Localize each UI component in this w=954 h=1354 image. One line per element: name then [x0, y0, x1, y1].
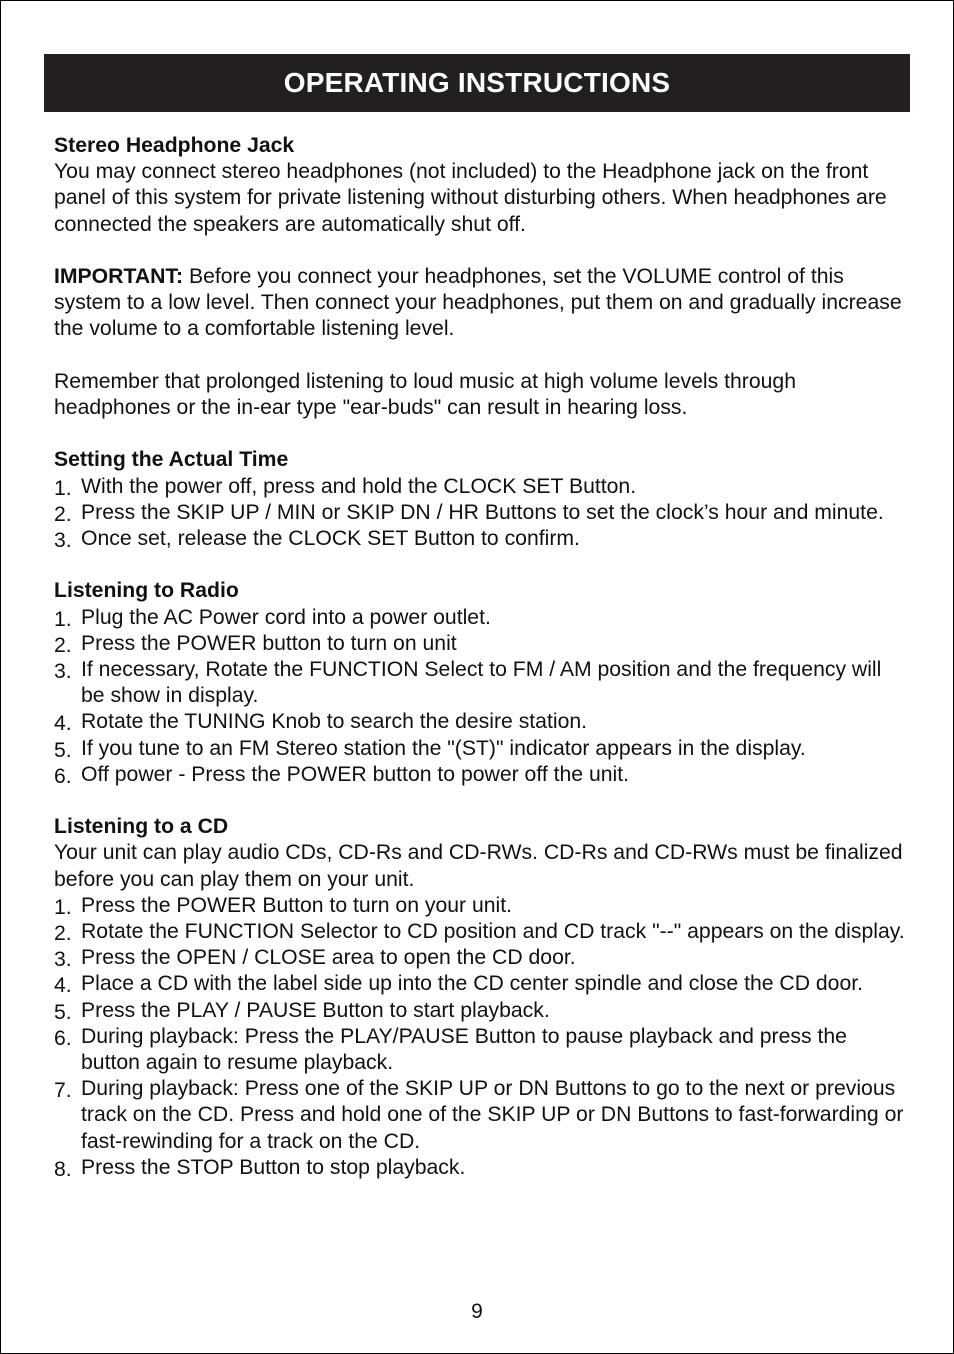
step-text: Rotate the FUNCTION Selector to CD position and CD track "--" appears on the display.: [81, 920, 905, 944]
step-number: 1.: [54, 607, 72, 631]
step-text: During playback: Press one of the SKIP UP or DN Buttons to go to the next or previous track on the CD. Press and hold one of the SKIP UP or DN Buttons to fast-forwarding or fast-rewinding for a track on the CD.: [81, 1077, 904, 1153]
important-label: IMPORTANT:: [54, 265, 184, 288]
step-text: Press the STOP Button to stop playback.: [81, 1155, 466, 1179]
step-number: 3.: [54, 660, 72, 683]
list-item: [54, 893, 910, 919]
list-item: [54, 919, 910, 945]
step-number: 5.: [54, 738, 72, 762]
list-item: [54, 1155, 910, 1181]
cd-intro-paragraph: Your unit can play audio CDs, CD-Rs and CD-RWs. CD-Rs and CD-RWs must be finalized before you can play them on your unit.: [54, 841, 903, 891]
list-item: [54, 998, 910, 1024]
step-number: 6.: [54, 764, 72, 788]
list-item: [54, 1076, 910, 1155]
step-number: 3.: [54, 529, 72, 552]
radio-steps-list: [54, 605, 910, 788]
step-number: 1.: [54, 895, 72, 919]
page-content: [54, 133, 910, 1181]
list-item: [54, 526, 910, 552]
time-steps-list: [54, 474, 910, 553]
step-text: Off power - Press the POWER button to power off the unit.: [81, 762, 629, 786]
list-item: [54, 945, 910, 971]
step-number: 4.: [54, 712, 72, 736]
section-heading-time: Setting the Actual Time: [54, 448, 289, 472]
section-heading-cd: Listening to a CD: [54, 815, 229, 839]
section-heading-radio: Listening to Radio: [54, 579, 239, 603]
title-bar: [44, 54, 910, 112]
list-item: [54, 657, 910, 709]
step-text: Press the POWER button to turn on unit: [81, 631, 457, 655]
page-title: OPERATING INSTRUCTIONS: [283, 67, 671, 98]
step-text: Press the SKIP UP / MIN or SKIP DN / HR Buttons to set the clock’s hour and minute.: [81, 500, 884, 524]
cd-steps-list: [54, 893, 910, 1181]
headphone-paragraph: You may connect stereo headphones (not included) to the Headphone jack on the front panel of this system for private listening without disturbing others. When headphones are connected the speakers are automatically shut off.: [54, 160, 887, 236]
list-item: [54, 631, 910, 657]
list-item: [54, 971, 910, 997]
step-number: 6.: [54, 1026, 72, 1050]
step-number: 3.: [54, 948, 72, 972]
step-text: If you tune to an FM Stereo station the "(ST)" indicator appears in the display.: [81, 736, 806, 760]
list-item: [54, 762, 910, 788]
step-number: 7.: [54, 1079, 72, 1103]
step-number: 2.: [54, 502, 72, 526]
step-number: 2.: [54, 922, 72, 946]
step-text: Press the OPEN / CLOSE area to open the CD door.: [81, 946, 576, 970]
list-item: [54, 1024, 910, 1076]
page-number: 9: [471, 1300, 483, 1323]
step-number: 4.: [54, 974, 72, 998]
step-number: 5.: [54, 1000, 72, 1024]
step-text: Plug the AC Power cord into a power outlet.: [81, 605, 491, 629]
step-text: Press the PLAY / PAUSE Button to start playback.: [81, 998, 550, 1022]
step-text: During playback: Press the PLAY/PAUSE Button to pause playback and press the button again to resume playback.: [81, 1024, 847, 1075]
step-number: 1.: [54, 476, 72, 500]
section-heading-headphone: Stereo Headphone Jack: [54, 134, 295, 157]
step-text: Press the POWER Button to turn on your unit.: [81, 893, 513, 917]
step-text: If necessary, Rotate the FUNCTION Select to FM / AM position and the frequency will be show in display.: [81, 658, 882, 708]
list-item: [54, 709, 910, 735]
list-item: [54, 605, 910, 631]
step-text: Place a CD with the label side up into the CD center spindle and close the CD door.: [81, 972, 864, 996]
step-text: Rotate the TUNING Knob to search the desire station.: [81, 710, 588, 734]
step-text: Once set, release the CLOCK SET Button to confirm.: [81, 527, 580, 550]
important-text: Before you connect your headphones, set the VOLUME control of this system to a low level. Then connect your headphones, put them on and gradually increase the volume to a comfortable listening level.: [54, 265, 902, 341]
step-number: 8.: [54, 1157, 72, 1181]
hearing-loss-paragraph: Remember that prolonged listening to loud music at high volume levels through headphones or the in-ear type "ear-buds" can result in hearing loss.: [54, 369, 796, 419]
important-paragraph: [54, 264, 910, 343]
step-text: With the power off, press and hold the CLOCK SET Button.: [81, 474, 637, 498]
list-item: [54, 736, 910, 762]
step-number: 2.: [54, 633, 72, 657]
list-item: [54, 474, 910, 500]
list-item: [54, 500, 910, 526]
